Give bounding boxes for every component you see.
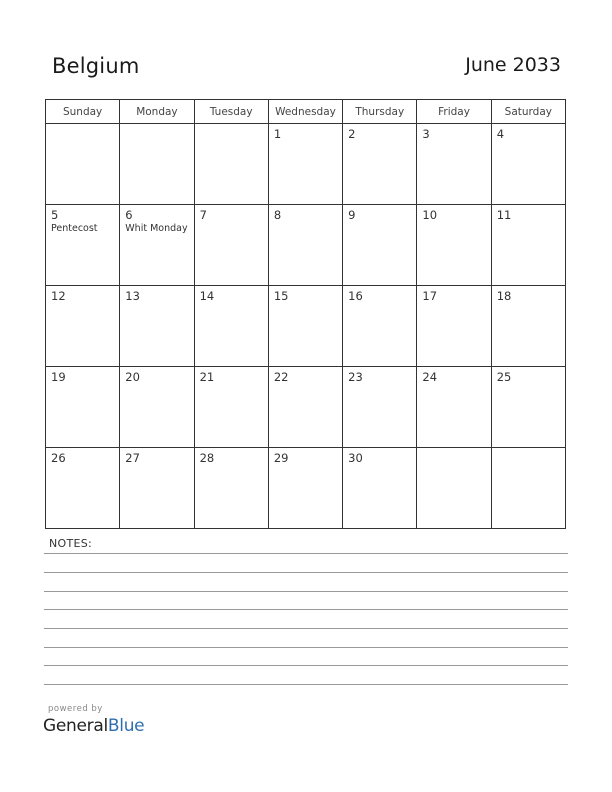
day-cell (194, 448, 268, 529)
day-cell (46, 286, 120, 367)
day-number: 5 (51, 208, 59, 222)
day-cell (194, 124, 268, 205)
day-number: 30 (348, 451, 363, 465)
calendar-grid (45, 99, 566, 529)
month-year-title: June 2033 (465, 54, 561, 76)
day-number: 14 (199, 289, 215, 303)
day-cell (491, 448, 565, 529)
day-cell (46, 367, 120, 448)
weekday-friday: Friday (417, 100, 491, 124)
note-line (44, 609, 568, 610)
weekday-saturday: Saturday (491, 100, 565, 124)
day-number: 8 (273, 208, 282, 222)
day-cell (194, 205, 268, 286)
calendar-week-row (46, 448, 566, 529)
day-number: 6 (125, 208, 133, 222)
holiday-label: Pentecost (51, 223, 98, 234)
day-number: 20 (125, 370, 140, 384)
day-number: 22 (273, 370, 289, 384)
day-cell (417, 448, 491, 529)
day-cell (491, 367, 565, 448)
note-line (44, 553, 568, 554)
calendar-week-row (46, 124, 566, 205)
day-number: 21 (199, 370, 215, 384)
day-cell (491, 205, 565, 286)
day-number: 19 (51, 370, 66, 384)
generalblue-logo (43, 716, 144, 736)
day-number: 17 (422, 289, 438, 303)
weekday-monday: Monday (120, 100, 194, 124)
day-cell (417, 205, 491, 286)
day-number: 2 (348, 127, 356, 141)
day-number: 28 (199, 451, 215, 465)
calendar-week-row (46, 367, 566, 448)
day-cell (46, 124, 120, 205)
day-cell (268, 205, 342, 286)
day-cell (343, 367, 417, 448)
note-line (44, 628, 568, 629)
day-number: 11 (496, 208, 512, 222)
day-cell (491, 286, 565, 367)
holiday-label: Whit Monday (125, 223, 188, 234)
day-cell (46, 448, 120, 529)
day-cell (194, 286, 268, 367)
day-number: 10 (422, 208, 438, 222)
day-cell (343, 286, 417, 367)
powered-by-text: powered by (48, 704, 103, 714)
day-cell (268, 448, 342, 529)
day-cell (343, 205, 417, 286)
day-number: 12 (51, 289, 66, 303)
day-number: 23 (348, 370, 363, 384)
day-number: 7 (199, 208, 207, 222)
calendar-week-row (46, 205, 566, 286)
day-cell (194, 367, 268, 448)
day-number: 15 (273, 289, 289, 303)
weekday-header-row (46, 100, 566, 124)
day-cell (268, 286, 342, 367)
day-cell (343, 124, 417, 205)
notes-label: NOTES: (49, 537, 93, 550)
day-cell (120, 367, 194, 448)
day-number: 25 (496, 370, 512, 384)
day-cell (46, 205, 120, 286)
day-cell (120, 124, 194, 205)
day-number: 16 (348, 289, 363, 303)
day-cell (268, 367, 342, 448)
day-cell (491, 124, 565, 205)
day-cell (343, 448, 417, 529)
note-line (44, 572, 568, 573)
day-number: 4 (496, 127, 505, 141)
note-line (44, 684, 568, 685)
logo-general-text: General (43, 716, 108, 736)
weekday-thursday: Thursday (343, 100, 417, 124)
note-line (44, 665, 568, 666)
day-number: 18 (496, 289, 512, 303)
weekday-tuesday: Tuesday (194, 100, 268, 124)
day-cell (120, 448, 194, 529)
day-number: 1 (273, 127, 282, 141)
weekday-wednesday: Wednesday (268, 100, 342, 124)
calendar-week-row (46, 286, 566, 367)
day-number: 29 (273, 451, 289, 465)
day-cell (417, 286, 491, 367)
day-number: 26 (51, 451, 66, 465)
day-number: 13 (125, 289, 140, 303)
note-line (44, 591, 568, 592)
day-cell (120, 286, 194, 367)
day-cell (417, 367, 491, 448)
note-line (44, 647, 568, 648)
logo-blue-text: Blue (107, 716, 145, 736)
day-number: 24 (422, 370, 438, 384)
weekday-sunday: Sunday (46, 100, 120, 124)
day-number: 9 (348, 208, 356, 222)
day-cell (417, 124, 491, 205)
day-cell (120, 205, 194, 286)
country-title: Belgium (52, 54, 140, 78)
day-number: 3 (422, 127, 430, 141)
day-number: 27 (125, 451, 140, 465)
day-cell (268, 124, 342, 205)
